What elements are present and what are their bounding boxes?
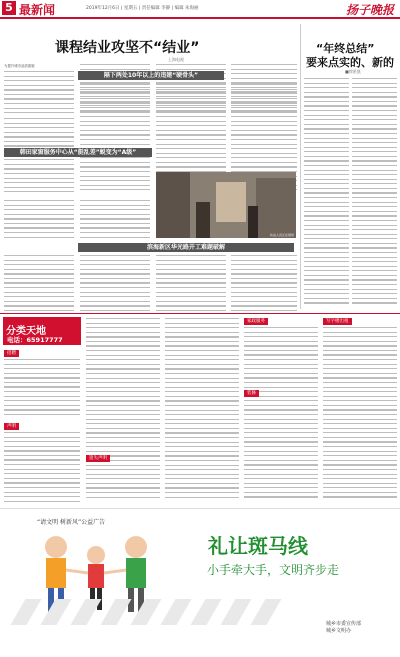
right-headline-line1: “年终总结” xyxy=(316,42,375,55)
classified-list-3 xyxy=(86,318,160,504)
article-column-10 xyxy=(80,200,150,240)
category-tag-4: 家政服务 xyxy=(244,318,268,325)
classified-list-6 xyxy=(323,327,397,504)
masthead xyxy=(0,0,400,17)
subhead-bar-2: 韩田家窗服务中心从“挺乱差”蜕变为“A级” xyxy=(4,148,152,157)
ad-sponsor: 城乡市委宣传部 城乡文明办 xyxy=(326,621,362,634)
zebra-crossing xyxy=(8,599,288,625)
news-photo xyxy=(156,172,296,238)
article-column-13 xyxy=(156,255,226,313)
subhead-bar-1: 隔下两处10年以上的违建“硬骨头” xyxy=(78,71,224,80)
classified-list-1 xyxy=(4,359,80,419)
article-column-9 xyxy=(4,200,74,240)
right-headline-line2: 要来点实的、新的 xyxy=(306,56,394,69)
article-column-5 xyxy=(4,118,74,198)
ad-label: “请文明 树新风”公益广告 xyxy=(37,519,106,526)
section-title: 最新闻 xyxy=(19,3,56,17)
article-column-6 xyxy=(80,84,150,198)
category-tag-6: 写字楼出租 xyxy=(323,318,352,325)
classified-phone: 电话：65917777 xyxy=(7,336,63,344)
right-article-col-1 xyxy=(304,78,349,310)
issue-meta: 2019年12月6日 | 星期五 | 责任编辑 李静 | 编辑 朱海丽 xyxy=(86,6,199,11)
classified-list-2 xyxy=(4,432,80,504)
photo-caption: 执法人员正在现场 xyxy=(269,233,294,237)
article-column-12 xyxy=(80,255,150,313)
classified-banner xyxy=(3,317,81,345)
article-column-11 xyxy=(4,255,74,313)
article-column-14 xyxy=(231,255,297,313)
right-author: ■徐景凯 xyxy=(345,69,361,74)
ad-subtitle: 小手牵大手，文明齐步走 xyxy=(207,563,340,577)
newspaper-logo: 扬子晚报 xyxy=(345,3,394,17)
category-tag-1: 招聘 xyxy=(4,350,19,357)
page-number: 5 xyxy=(2,1,16,15)
header-rule xyxy=(0,17,400,19)
public-service-ad xyxy=(0,508,400,657)
lede-text: 为提升城市品质面貌 xyxy=(4,64,35,68)
category-tag-3: 遗失声明 xyxy=(86,455,110,462)
classified-rule xyxy=(0,313,400,314)
classified-list-4 xyxy=(165,318,239,504)
category-tag-2: 声明 xyxy=(4,423,19,430)
main-headline: 课程结业攻坚不“结业” xyxy=(55,40,200,56)
category-tag-5: 装修 xyxy=(244,390,259,397)
ad-title: 礼让斑马线 xyxy=(208,534,308,558)
main-author: 上海电视 xyxy=(168,57,184,62)
subhead-bar-3: 滨海新区华光路开工难题破解 xyxy=(78,243,294,252)
classified-title: 分类天地 xyxy=(6,326,46,337)
classified-list-5 xyxy=(244,327,318,504)
right-article-col-2 xyxy=(352,78,397,310)
article-column-1 xyxy=(4,71,74,115)
column-divider xyxy=(300,24,301,309)
